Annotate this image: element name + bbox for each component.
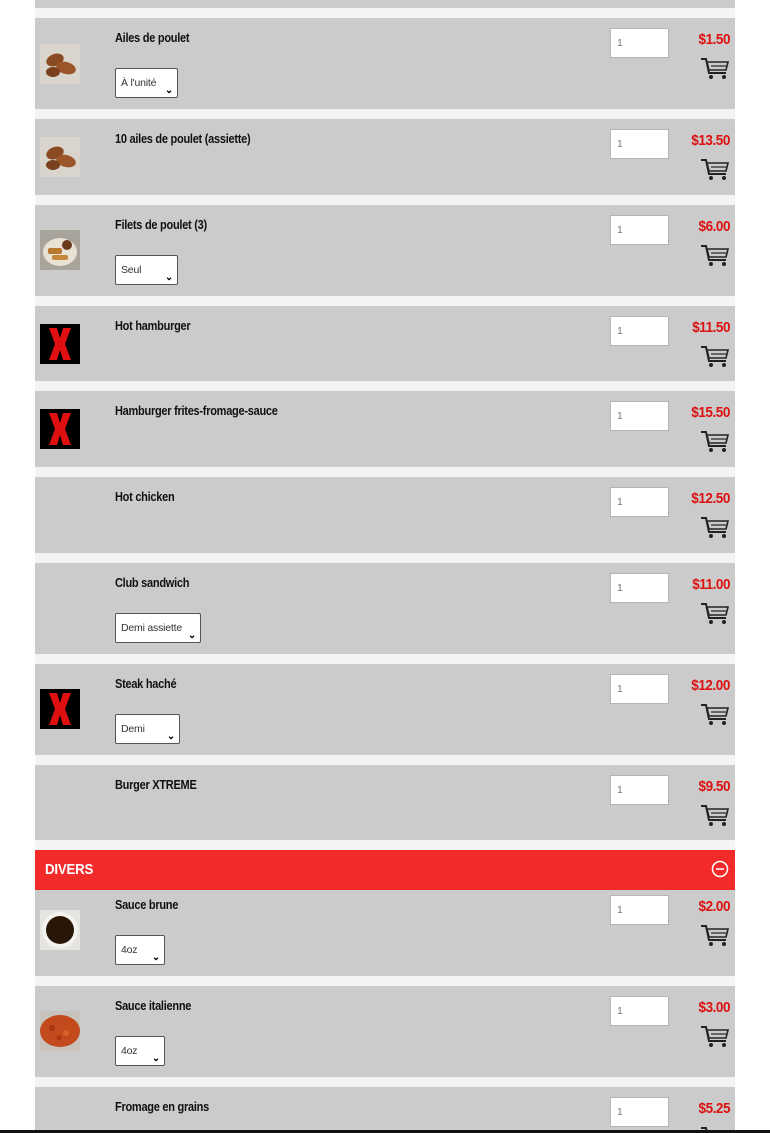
list-item: [35, 1087, 735, 1130]
list-item: [35, 477, 735, 553]
quantity-input[interactable]: 1: [610, 129, 669, 159]
row-gap: [35, 840, 735, 850]
item-price: $2.00: [698, 898, 730, 915]
x-logo-icon: [40, 324, 80, 364]
item-name: Sauce italienne: [115, 999, 192, 1013]
chevron-down-icon: ⌄: [187, 630, 196, 641]
row-gap: [35, 381, 735, 391]
option-select[interactable]: [115, 68, 178, 98]
quantity-input[interactable]: 1: [610, 996, 669, 1026]
option-value: Seul: [121, 264, 142, 276]
wings-icon: [40, 44, 80, 84]
option-select[interactable]: [115, 935, 165, 965]
item-name: Club sandwich: [115, 576, 190, 590]
quantity-input[interactable]: 1: [610, 487, 669, 517]
item-price: $13.50: [691, 132, 730, 149]
quantity-input[interactable]: 1: [610, 895, 669, 925]
add-to-cart-icon[interactable]: [700, 243, 730, 267]
row-gap: [35, 109, 735, 119]
list-item: [35, 391, 735, 467]
item-name: Filets de poulet (3): [115, 218, 207, 232]
wings-icon: [40, 137, 80, 177]
item-price: $1.50: [698, 31, 730, 48]
row-gap: [35, 8, 735, 18]
add-to-cart-icon[interactable]: [700, 1024, 730, 1048]
add-to-cart-icon[interactable]: [700, 56, 730, 80]
list-item: [35, 306, 735, 381]
add-to-cart-icon[interactable]: [700, 344, 730, 368]
sauce-bowl-icon: [40, 910, 80, 950]
list-item: [35, 119, 735, 195]
item-price: $5.25: [698, 1100, 730, 1117]
chevron-down-icon: ⌄: [151, 1053, 160, 1064]
collapse-minus-icon[interactable]: [711, 860, 729, 878]
item-name: Hot chicken: [115, 490, 175, 504]
section-header-divers[interactable]: [35, 850, 735, 890]
quantity-input[interactable]: 1: [610, 316, 669, 346]
chevron-down-icon: ⌄: [164, 272, 173, 283]
item-name: Fromage en grains: [115, 1100, 209, 1114]
row-gap: [35, 467, 735, 477]
list-item: [35, 765, 735, 840]
row-gap: [35, 553, 735, 563]
item-name: 10 ailes de poulet (assiette): [115, 132, 251, 146]
item-name: Hamburger frites-fromage-sauce: [115, 404, 278, 418]
option-value: À l'unité: [121, 77, 157, 89]
add-to-cart-icon[interactable]: [700, 515, 730, 539]
row-gap: [35, 654, 735, 664]
quantity-input[interactable]: 1: [610, 775, 669, 805]
item-price: $12.00: [691, 677, 730, 694]
quantity-input[interactable]: 1: [610, 401, 669, 431]
item-price: $6.00: [698, 218, 730, 235]
list-item: [35, 205, 735, 296]
row-gap: [35, 195, 735, 205]
list-item: [35, 890, 735, 976]
item-name: Burger XTREME: [115, 778, 197, 792]
list-item: [35, 664, 735, 755]
tomato-sauce-icon: [40, 1011, 80, 1051]
row-gap: [35, 1077, 735, 1087]
quantity-input[interactable]: 1: [610, 1097, 669, 1127]
item-price: $12.50: [691, 490, 730, 507]
quantity-input[interactable]: 1: [610, 674, 669, 704]
option-value: Demi assiette: [121, 622, 183, 634]
item-price: $15.50: [691, 404, 730, 421]
quantity-input[interactable]: 1: [610, 28, 669, 58]
add-to-cart-icon[interactable]: [700, 702, 730, 726]
section-title: DIVERS: [45, 861, 94, 878]
row-gap: [35, 976, 735, 986]
previous-row-edge: [35, 0, 735, 8]
item-price: $9.50: [698, 778, 730, 795]
list-item: [35, 986, 735, 1077]
item-price: $11.50: [692, 319, 730, 336]
item-name: Ailes de poulet: [115, 31, 190, 45]
chevron-down-icon: ⌄: [166, 731, 175, 742]
quantity-input[interactable]: 1: [610, 573, 669, 603]
item-price: $3.00: [698, 999, 730, 1016]
option-select[interactable]: [115, 255, 178, 285]
add-to-cart-icon[interactable]: [700, 157, 730, 181]
option-select[interactable]: [115, 613, 201, 643]
item-name: Sauce brune: [115, 898, 179, 912]
add-to-cart-icon[interactable]: [700, 601, 730, 625]
chicken-plate-icon: [40, 230, 80, 270]
x-logo-icon: [40, 689, 80, 729]
option-value: Demi: [121, 723, 145, 735]
list-item: [35, 18, 735, 109]
x-logo-icon: [40, 409, 80, 449]
row-gap: [35, 296, 735, 306]
chevron-down-icon: ⌄: [151, 952, 160, 963]
row-gap: [35, 755, 735, 765]
option-select[interactable]: [115, 714, 180, 744]
add-to-cart-icon[interactable]: [700, 923, 730, 947]
option-value: 4oz: [121, 1045, 138, 1057]
option-select[interactable]: [115, 1036, 165, 1066]
item-name: Steak haché: [115, 677, 177, 691]
menu-list: [35, 0, 735, 1130]
add-to-cart-icon[interactable]: [700, 803, 730, 827]
add-to-cart-icon[interactable]: [700, 429, 730, 453]
chevron-down-icon: ⌄: [164, 85, 173, 96]
item-price: $11.00: [692, 576, 730, 593]
quantity-input[interactable]: 1: [610, 215, 669, 245]
option-value: 4oz: [121, 944, 138, 956]
item-name: Hot hamburger: [115, 319, 191, 333]
list-item: [35, 563, 735, 654]
